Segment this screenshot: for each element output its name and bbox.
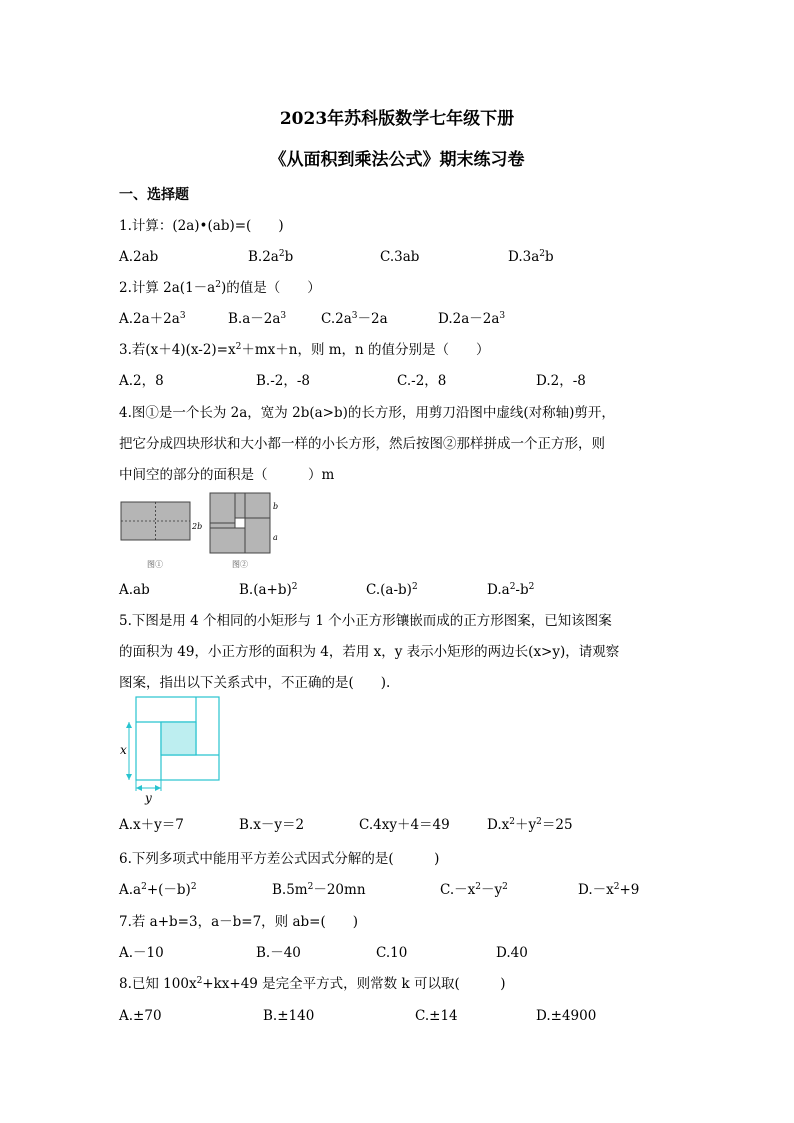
q6-option-d: $D.-x^2+9$ [578,882,640,898]
fig2-label-b: b [273,502,279,511]
q7-option-c: C.10 [376,945,408,961]
q7-option-b: B.－40 [256,945,301,961]
q7-option-a: A.－10 [119,945,164,961]
q2-option-c: $C.2a^3-2a$ [321,311,388,327]
q8-option-a: A.±70 [119,1008,162,1024]
q3-option-b: B.-2，-8 [256,373,311,389]
fig5-label-y: y [145,791,152,805]
q2-option-d: $D.2a-2a^3$ [438,311,506,327]
q1-option-c: C.3ab [380,249,420,265]
question-4-figure [112,488,292,572]
q3-option-a: A.2，8 [119,373,164,389]
q1-option-b: $B.2a^2b$ [248,249,294,265]
q5-option-d: $D.x^2+y^2=25$ [487,817,573,833]
question-6-stem: 6.下列多项式中能用平方差公式因式分解的是( ) [119,851,440,867]
q4-option-a: A.ab [119,582,150,598]
q6-option-a: $A.a^2+(-b)^2$ [119,882,197,898]
fig2-center-hole [235,518,245,528]
question-8-stem: 8.已知 $100x^2+kx+49$ 是完全平方式，则常数 k 可以取( ) [119,976,506,992]
q3-option-d: D.2，-8 [536,373,586,389]
document-subtitle: 《从面积到乘法公式》期末练习卷 [269,150,525,170]
question-7-stem: 7.若 a+b=3，a－b=7，则 ab=( ) [119,914,358,930]
question-3-stem: 3.若$(x+4)(x-2)=x^2+mx+n$，则 m，n 的值分别是（ ） [119,342,490,358]
q8-option-d: D.±4900 [536,1008,597,1024]
q7-option-d: D.40 [496,945,528,961]
fig5-label-x: x [120,743,127,757]
q8-option-c: C.±14 [415,1008,458,1024]
question-5-line-1: 5.下图是用 4 个相同的小矩形与 1 个小正方形镶嵌而成的正方形图案，已知该图案 [119,613,612,629]
q3-option-c: C.-2，8 [397,373,447,389]
question-4-line-2: 把它分成四块形状和大小都一样的小长方形，然后按图②那样拼成一个正方形，则 [119,436,605,452]
fig2-caption: 图② [232,560,248,569]
question-1-stem: 1.计算：(2a)•(ab)=( ) [119,218,284,234]
q4-option-c: $C.(a-b)^2$ [366,582,418,598]
q2-option-b: $B.a-2a^3$ [228,311,287,327]
question-2-stem: 2.计算 $2a(1-a^2)$的值是（ ） [119,280,321,296]
question-4-line-3: 中间空的部分的面积是（ ）m [119,467,335,483]
q8-option-b: B.±140 [263,1008,315,1024]
q5-option-a: A.x＋y＝7 [119,817,184,833]
q4-option-d: $D.a^2-b^2$ [487,582,535,598]
fig2-label-a: a [273,533,278,542]
q2-option-a: $A.2a+2a^3$ [119,311,186,327]
question-5-figure [115,693,225,805]
q4-option-b: $B.(a+b)^2$ [239,582,298,598]
fig5-small-square [161,722,196,755]
q6-option-b: $B.5m^2-20mn$ [272,882,366,898]
section-heading: 一、选择题 [119,187,189,203]
document-title: 2023年苏科版数学七年级下册 [279,109,515,129]
question-5-line-2: 的面积为 49，小正方形的面积为 4，若用 x，y 表示小矩形的两边长(x>y)，请观察 [119,644,620,660]
q5-option-c: C.4xy＋4＝49 [359,817,450,833]
q1-option-d: $D.3a^2b$ [508,249,554,265]
fig1-caption: 图① [147,560,163,569]
q1-option-a: A.2ab [119,249,159,265]
question-4-line-1: 4.图①是一个长为 2a，宽为 2b(a>b)的长方形，用剪刀沿图中虚线(对称轴)剪开， [119,405,615,421]
fig1-label-2b: 2b [192,522,203,531]
q5-option-b: B.x－y＝2 [239,817,305,833]
question-5-line-3: 图案，指出以下关系式中，不正确的是( ). [119,675,391,691]
q6-option-c: $C.-x^2-y^2$ [440,882,508,898]
